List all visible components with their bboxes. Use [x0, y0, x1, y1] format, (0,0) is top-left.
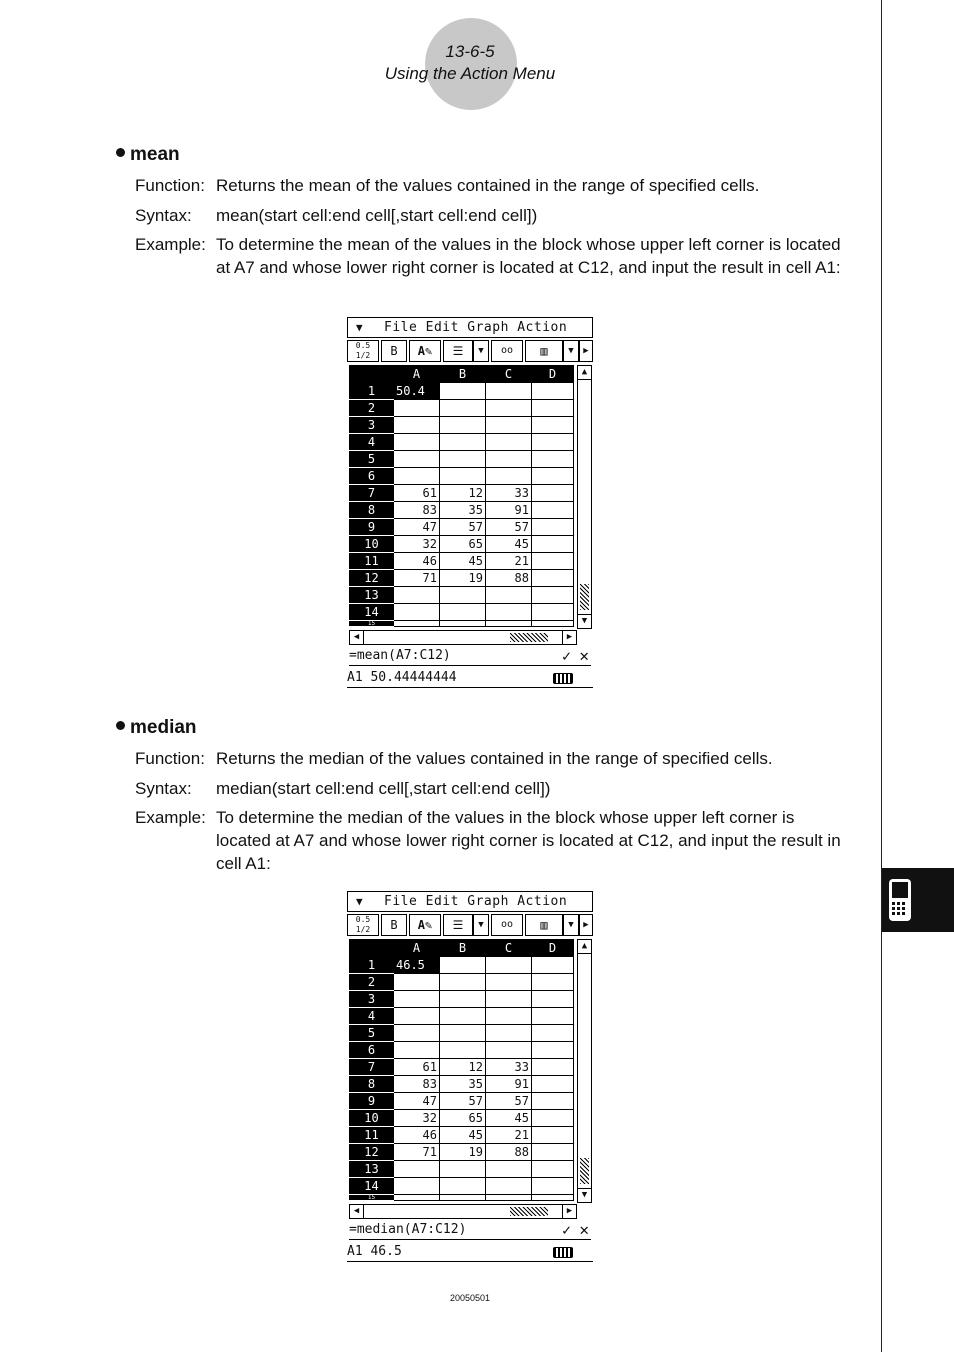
cell[interactable] [532, 974, 574, 991]
cell[interactable] [394, 468, 440, 485]
cell[interactable]: 19 [440, 570, 486, 587]
function-text: Returns the mean of the values contained in the range of specified cells. [216, 176, 760, 195]
table-row [350, 1161, 574, 1178]
cell[interactable]: 61 [394, 1059, 440, 1076]
cell[interactable]: 91 [486, 502, 532, 519]
table-row [350, 519, 574, 536]
cell[interactable] [486, 400, 532, 417]
cell[interactable] [486, 1008, 532, 1025]
align-dropdown-icon[interactable]: ▼ [473, 914, 489, 936]
font-style-button[interactable]: A✎ [409, 914, 441, 936]
cell[interactable] [394, 400, 440, 417]
syntax-label: Syntax: [135, 206, 192, 225]
cell[interactable] [394, 1008, 440, 1025]
menu-items[interactable]: File Edit Graph Action [384, 894, 568, 909]
row-header[interactable]: 1 [350, 383, 394, 400]
checkmark-icon[interactable]: ✓ [561, 1221, 571, 1239]
table-row [350, 1008, 574, 1025]
table-row [350, 400, 574, 417]
cell[interactable] [486, 957, 532, 974]
example-label: Example: [135, 235, 206, 254]
graph-dropdown-icon[interactable]: ▼ [563, 340, 579, 362]
cell[interactable] [440, 957, 486, 974]
table-row [350, 502, 574, 519]
table-row [350, 1042, 574, 1059]
table-row [350, 1127, 574, 1144]
syntax-label: Syntax: [135, 779, 192, 798]
calculator-screen-mean [347, 317, 593, 689]
row-header[interactable]: 3 [350, 417, 394, 434]
cell[interactable] [532, 587, 574, 604]
cell[interactable] [394, 1178, 440, 1195]
row-header[interactable]: 4 [350, 434, 394, 451]
cell[interactable]: 47 [394, 1093, 440, 1110]
cell[interactable] [394, 621, 440, 627]
table-row [350, 1059, 574, 1076]
cell[interactable] [532, 451, 574, 468]
cell[interactable] [486, 1042, 532, 1059]
table-row [350, 587, 574, 604]
cell[interactable]: 35 [440, 1076, 486, 1093]
cell[interactable] [440, 1195, 486, 1201]
scroll-thumb[interactable] [510, 1207, 548, 1216]
page-number: 13-6-5 [445, 42, 495, 61]
cell[interactable] [394, 451, 440, 468]
row-header[interactable]: 3 [350, 991, 394, 1008]
row-header[interactable]: 14 [350, 604, 394, 621]
scroll-down-icon[interactable]: ▼ [578, 1188, 591, 1202]
cell[interactable] [440, 1008, 486, 1025]
view-glasses-icon[interactable]: oo [491, 340, 523, 362]
cell[interactable] [532, 383, 574, 400]
column-header-c[interactable]: C [486, 940, 532, 957]
cell[interactable] [394, 1161, 440, 1178]
status-text: A1 50.44444444 [347, 670, 457, 685]
cell[interactable]: 45 [440, 1127, 486, 1144]
cell[interactable] [440, 417, 486, 434]
cell[interactable]: 83 [394, 502, 440, 519]
edit-line-text[interactable]: =mean(A7:C12) [349, 648, 451, 663]
cell[interactable] [394, 604, 440, 621]
cell[interactable] [532, 1178, 574, 1195]
cell[interactable] [440, 604, 486, 621]
row-header[interactable]: 7 [350, 485, 394, 502]
close-icon[interactable]: ✕ [579, 646, 589, 665]
row-header[interactable]: 1 [350, 957, 394, 974]
cell[interactable] [394, 1025, 440, 1042]
menu-dropdown-icon[interactable]: ▼ [356, 321, 363, 334]
menu-dropdown-icon[interactable]: ▼ [356, 895, 363, 908]
scroll-right-icon[interactable]: ▶ [562, 1205, 576, 1218]
cell[interactable]: 12 [440, 485, 486, 502]
cell[interactable] [440, 1161, 486, 1178]
cell[interactable] [532, 1008, 574, 1025]
cell[interactable] [394, 1042, 440, 1059]
cell[interactable] [532, 400, 574, 417]
function-label: Function: [135, 749, 205, 768]
row-header[interactable]: 2 [350, 400, 394, 417]
cell[interactable]: 45 [486, 1110, 532, 1127]
cell[interactable]: 46 [394, 553, 440, 570]
pen-icon: ✎ [425, 344, 433, 358]
example-text: To determine the mean of the values in the block whose upper left corner is located at A7 and whose lower right corner is located at C12, and input the result in cell A1: [216, 235, 841, 277]
bullet-icon [116, 148, 125, 157]
table-row [350, 1144, 574, 1161]
row-header[interactable]: 6 [350, 468, 394, 485]
corner-cell[interactable] [350, 940, 394, 957]
row-header[interactable]: 8 [350, 502, 394, 519]
cell[interactable] [486, 587, 532, 604]
row-header[interactable]: 15 [350, 1195, 394, 1201]
row-header[interactable]: 13 [350, 1161, 394, 1178]
column-header-d[interactable]: D [532, 366, 574, 383]
vertical-scrollbar[interactable] [577, 939, 592, 1203]
cell[interactable]: 88 [486, 570, 532, 587]
table-row-partial [350, 1195, 574, 1201]
cell[interactable] [486, 383, 532, 400]
scroll-down-icon[interactable]: ▼ [578, 614, 591, 628]
cell[interactable]: 47 [394, 519, 440, 536]
scroll-left-icon[interactable]: ◀ [350, 1205, 364, 1218]
align-icon[interactable]: ☰ [443, 340, 473, 362]
graph-bar-icon[interactable]: ▥ [525, 914, 563, 936]
table-row [350, 383, 574, 400]
row-header[interactable]: 13 [350, 587, 394, 604]
table-row [350, 553, 574, 570]
checkmark-icon[interactable]: ✓ [561, 647, 571, 665]
cell[interactable]: 33 [486, 1059, 532, 1076]
table-row-partial [350, 621, 574, 627]
cell[interactable] [532, 519, 574, 536]
row-header[interactable]: 11 [350, 1127, 394, 1144]
row-header[interactable]: 15 [350, 621, 394, 627]
table-row [350, 991, 574, 1008]
row-header[interactable]: 9 [350, 1093, 394, 1110]
column-header-a[interactable]: A [394, 366, 440, 383]
scroll-right-icon[interactable]: ▶ [562, 631, 576, 644]
cell[interactable] [532, 1127, 574, 1144]
cell[interactable] [440, 1025, 486, 1042]
calculator-screen-median [347, 891, 593, 1263]
cell[interactable]: 88 [486, 1144, 532, 1161]
menu-bar [347, 317, 593, 338]
cell[interactable] [486, 417, 532, 434]
cell[interactable] [486, 1178, 532, 1195]
table-row [350, 536, 574, 553]
cell[interactable] [486, 451, 532, 468]
toolbar [347, 340, 593, 362]
cell[interactable] [440, 383, 486, 400]
cell[interactable] [532, 553, 574, 570]
table-row [350, 434, 574, 451]
cell[interactable]: 61 [394, 485, 440, 502]
cell[interactable] [532, 1161, 574, 1178]
cell[interactable] [486, 1161, 532, 1178]
pen-icon: ✎ [425, 918, 433, 932]
table-row [350, 1093, 574, 1110]
row-header[interactable]: 10 [350, 536, 394, 553]
column-header-d[interactable]: D [532, 940, 574, 957]
cell[interactable] [486, 434, 532, 451]
row-header[interactable]: 2 [350, 974, 394, 991]
row-header[interactable]: 9 [350, 519, 394, 536]
cell[interactable] [532, 468, 574, 485]
column-header-b[interactable]: B [440, 940, 486, 957]
cell[interactable] [532, 1025, 574, 1042]
edit-line[interactable] [349, 1221, 591, 1240]
cell[interactable] [394, 587, 440, 604]
example-label: Example: [135, 808, 206, 827]
cell[interactable]: 33 [486, 485, 532, 502]
right-margin-rule [881, 0, 882, 1352]
table-row [350, 1076, 574, 1093]
fraction-button[interactable]: 0.5 1/2 [347, 914, 379, 936]
footer-code: 20050501 [449, 1293, 491, 1303]
cell[interactable] [532, 1042, 574, 1059]
cell[interactable] [440, 991, 486, 1008]
cell[interactable] [440, 974, 486, 991]
edit-line[interactable] [349, 647, 591, 666]
status-bar [347, 1243, 593, 1262]
edit-line-text[interactable]: =median(A7:C12) [349, 1222, 467, 1237]
table-row [350, 1178, 574, 1195]
cell[interactable] [486, 621, 532, 627]
cell[interactable]: 35 [440, 502, 486, 519]
bullet-icon [116, 721, 125, 730]
cell[interactable] [486, 604, 532, 621]
close-icon[interactable]: ✕ [579, 1220, 589, 1239]
cell[interactable] [486, 1195, 532, 1201]
chapter-side-tab [882, 868, 954, 932]
cell[interactable]: 57 [440, 1093, 486, 1110]
toolbar-scroll-right-icon[interactable]: ▶ [579, 340, 593, 362]
cell[interactable] [440, 451, 486, 468]
table-row [350, 570, 574, 587]
cell[interactable]: 21 [486, 1127, 532, 1144]
menu-items[interactable]: File Edit Graph Action [384, 320, 568, 335]
status-text: A1 46.5 [347, 1244, 402, 1259]
cell[interactable] [486, 468, 532, 485]
example-text: To determine the median of the values in the block whose upper left corner is located at A7 and whose lower right corner is located at C12, and input the result in cell A1: [216, 808, 841, 873]
view-glasses-icon[interactable]: oo [491, 914, 523, 936]
table-row [350, 957, 574, 974]
spreadsheet-grid [349, 939, 574, 1201]
cell[interactable] [532, 621, 574, 627]
syntax-text: median(start cell:end cell[,start cell:end cell]) [216, 779, 551, 798]
table-row [350, 974, 574, 991]
battery-icon [553, 673, 573, 684]
cell[interactable] [440, 1178, 486, 1195]
page-title: Using the Action Menu [384, 64, 556, 83]
cell-a1-selected[interactable]: 46.5 [394, 957, 440, 974]
cell[interactable] [440, 468, 486, 485]
table-row [350, 485, 574, 502]
cell[interactable] [532, 1059, 574, 1076]
spreadsheet-grid [349, 365, 574, 627]
cell[interactable] [532, 502, 574, 519]
cell[interactable] [532, 991, 574, 1008]
cell[interactable]: 57 [440, 519, 486, 536]
cell[interactable]: 65 [440, 536, 486, 553]
battery-icon [553, 1247, 573, 1258]
column-header-c[interactable]: C [486, 366, 532, 383]
cell[interactable]: 19 [440, 1144, 486, 1161]
cell-a1-selected[interactable]: 50.4 [394, 383, 440, 400]
cell[interactable]: 57 [486, 1093, 532, 1110]
cell[interactable] [394, 434, 440, 451]
row-header[interactable]: 8 [350, 1076, 394, 1093]
bold-button[interactable]: B [381, 340, 407, 362]
cell[interactable] [532, 604, 574, 621]
toolbar-scroll-right-icon[interactable]: ▶ [579, 914, 593, 936]
cell[interactable] [486, 974, 532, 991]
cell[interactable] [532, 1076, 574, 1093]
cell[interactable]: 65 [440, 1110, 486, 1127]
scroll-up-icon[interactable]: ▲ [578, 940, 591, 954]
horizontal-scrollbar[interactable] [349, 1204, 577, 1219]
section-heading-median: median [116, 717, 197, 739]
cell[interactable]: 46 [394, 1127, 440, 1144]
column-header-a[interactable]: A [394, 940, 440, 957]
cell[interactable] [532, 417, 574, 434]
cell[interactable] [394, 991, 440, 1008]
cell[interactable] [532, 1093, 574, 1110]
cell[interactable]: 45 [440, 553, 486, 570]
cell[interactable] [394, 974, 440, 991]
cell[interactable]: 45 [486, 536, 532, 553]
function-text: Returns the median of the values contained in the range of specified cells. [216, 749, 773, 768]
cell[interactable] [486, 1025, 532, 1042]
table-row [350, 468, 574, 485]
cell[interactable]: 32 [394, 536, 440, 553]
cell[interactable]: 91 [486, 1076, 532, 1093]
font-style-button[interactable]: A✎ [409, 340, 441, 362]
cell[interactable] [532, 957, 574, 974]
vertical-scrollbar[interactable] [577, 365, 592, 629]
cell[interactable] [532, 1144, 574, 1161]
column-header-b[interactable]: B [440, 366, 486, 383]
function-label: Function: [135, 176, 205, 195]
row-header[interactable]: 11 [350, 553, 394, 570]
cell[interactable]: 71 [394, 1144, 440, 1161]
cell[interactable] [440, 434, 486, 451]
cell[interactable]: 83 [394, 1076, 440, 1093]
fraction-button[interactable]: 0.5 1/2 [347, 340, 379, 362]
cell[interactable] [532, 434, 574, 451]
calculator-icon [888, 878, 912, 922]
cell[interactable] [440, 1042, 486, 1059]
table-row [350, 1110, 574, 1127]
cell[interactable]: 57 [486, 519, 532, 536]
horizontal-scrollbar[interactable] [349, 630, 577, 645]
row-header[interactable]: 10 [350, 1110, 394, 1127]
corner-cell[interactable] [350, 366, 394, 383]
syntax-text: mean(start cell:end cell[,start cell:end cell]) [216, 206, 538, 225]
cell[interactable] [440, 621, 486, 627]
graph-bar-icon[interactable]: ▥ [525, 340, 563, 362]
section-heading-mean: mean [116, 144, 180, 166]
cell[interactable] [532, 536, 574, 553]
cell[interactable] [532, 1110, 574, 1127]
menu-bar [347, 891, 593, 912]
scroll-left-icon[interactable]: ◀ [350, 631, 364, 644]
cell[interactable]: 12 [440, 1059, 486, 1076]
row-header[interactable]: 5 [350, 1025, 394, 1042]
cell[interactable] [532, 485, 574, 502]
table-row [350, 604, 574, 621]
cell[interactable] [486, 991, 532, 1008]
align-dropdown-icon[interactable]: ▼ [473, 340, 489, 362]
row-header[interactable]: 6 [350, 1042, 394, 1059]
row-header[interactable]: 4 [350, 1008, 394, 1025]
cell[interactable] [532, 570, 574, 587]
align-icon[interactable]: ☰ [443, 914, 473, 936]
toolbar [347, 914, 593, 936]
cell[interactable] [394, 417, 440, 434]
cell[interactable]: 71 [394, 570, 440, 587]
cell[interactable]: 32 [394, 1110, 440, 1127]
table-row [350, 451, 574, 468]
status-bar [347, 669, 593, 688]
row-header[interactable]: 12 [350, 1144, 394, 1161]
scroll-thumb[interactable] [510, 633, 548, 642]
cell[interactable] [440, 400, 486, 417]
cell[interactable] [532, 1195, 574, 1201]
row-header[interactable]: 12 [350, 570, 394, 587]
scroll-thumb[interactable] [580, 584, 589, 610]
table-row [350, 417, 574, 434]
row-header[interactable]: 5 [350, 451, 394, 468]
cell[interactable] [394, 1195, 440, 1201]
graph-dropdown-icon[interactable]: ▼ [563, 914, 579, 936]
row-header[interactable]: 7 [350, 1059, 394, 1076]
scroll-up-icon[interactable]: ▲ [578, 366, 591, 380]
cell[interactable]: 21 [486, 553, 532, 570]
cell[interactable] [440, 587, 486, 604]
bold-button[interactable]: B [381, 914, 407, 936]
table-row [350, 1025, 574, 1042]
row-header[interactable]: 14 [350, 1178, 394, 1195]
scroll-thumb[interactable] [580, 1158, 589, 1184]
